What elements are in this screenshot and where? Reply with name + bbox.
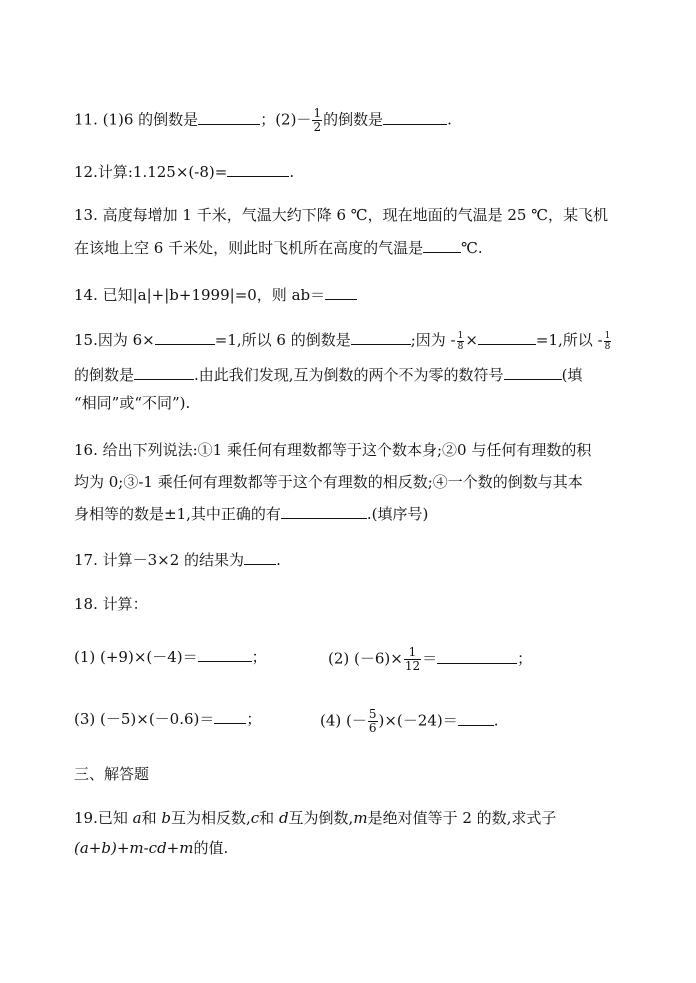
fraction: $\frac{1}{2}$ — [313, 106, 322, 134]
answer-blank[interactable] — [423, 237, 461, 253]
question-18-part3: (3) (－5)×(－0.6)＝ ； — [74, 710, 262, 728]
answer-blank[interactable] — [198, 646, 252, 662]
answer-blank[interactable] — [504, 364, 562, 380]
question-13-line1: 13. 高度每增加 1 千米，气温大约下降 6 ℃，现在地面的气温是 25 ℃，某飞机 — [74, 206, 608, 224]
question-12: 12.计算:1.125×(-8)= . — [74, 163, 295, 181]
answer-blank[interactable] — [227, 161, 289, 177]
answer-blank[interactable] — [478, 329, 536, 345]
question-16-line1: 16. 给出下列说法:①1 乘任何有理数都等于这个数本身;②0 与任何有理数的积 — [74, 441, 592, 459]
question-17: 17. 计算－3×2 的结果为 . — [74, 551, 281, 569]
question-13-line2: 在该地上空 6 千米处，则此时飞机所在高度的气温是 ℃. — [74, 239, 483, 257]
answer-blank[interactable] — [325, 284, 357, 300]
question-16-line3: 身相等的数是±1,其中正确的有 .(填序号) — [74, 505, 429, 523]
question-18-part1: (1) (+9)×(－4)＝ ； — [74, 648, 267, 666]
question-19-line2: (a+b)+m-cd+m的值. — [74, 839, 229, 857]
fraction: $\frac{1}{8}$ — [457, 330, 464, 352]
question-11: 11. (1)6 的倒数是 ；(2)－ $\frac{1}{2}$ 的倒数是 . — [74, 106, 452, 134]
question-15-line3: “相同”或“不同”). — [74, 394, 191, 412]
question-18-part4: (4) (－ $\frac{5}{6}$ )×(－24)＝ . — [320, 707, 499, 735]
answer-blank[interactable] — [214, 708, 246, 724]
answer-blank[interactable] — [383, 109, 447, 125]
question-18-part2: (2) (－6)× $\frac{1}{12}$ ＝ ； — [328, 645, 533, 673]
answer-blank[interactable] — [281, 503, 367, 519]
question-15-line2: 的倒数是 .由此我们发现,互为倒数的两个不为零的数符号 (填 — [74, 366, 583, 384]
fraction: $\frac{1}{12}$ — [404, 645, 421, 673]
fraction: $\frac{1}{8}$ — [604, 330, 611, 352]
answer-blank[interactable] — [134, 364, 194, 380]
answer-blank[interactable] — [351, 329, 411, 345]
section-heading: 三、解答题 — [74, 765, 150, 783]
question-15-line1: 15.因为 6× =1,所以 6 的倒数是 ;因为 - $\frac{1}{8}$ × =1,所以 - $\frac{1}{8}$ — [74, 330, 611, 352]
question-18-title: 18. 计算： — [74, 595, 148, 613]
question-16-line2: 均为 0;③-1 乘任何有理数都等于这个有理数的相反数;④一个数的倒数与其本 — [74, 473, 583, 491]
answer-blank[interactable] — [458, 710, 494, 726]
question-19-line1: 19.已知 a和 b互为相反数,c和 d互为倒数,m是绝对值等于 2 的数,求式子 — [74, 809, 557, 827]
question-14: 14. 已知|a|+|b+1999|=0，则 ab＝ — [74, 284, 357, 305]
answer-blank[interactable] — [155, 329, 215, 345]
answer-blank[interactable] — [198, 109, 260, 125]
answer-blank[interactable] — [244, 549, 276, 565]
answer-blank[interactable] — [437, 648, 517, 664]
fraction: $\frac{5}{6}$ — [368, 707, 377, 735]
